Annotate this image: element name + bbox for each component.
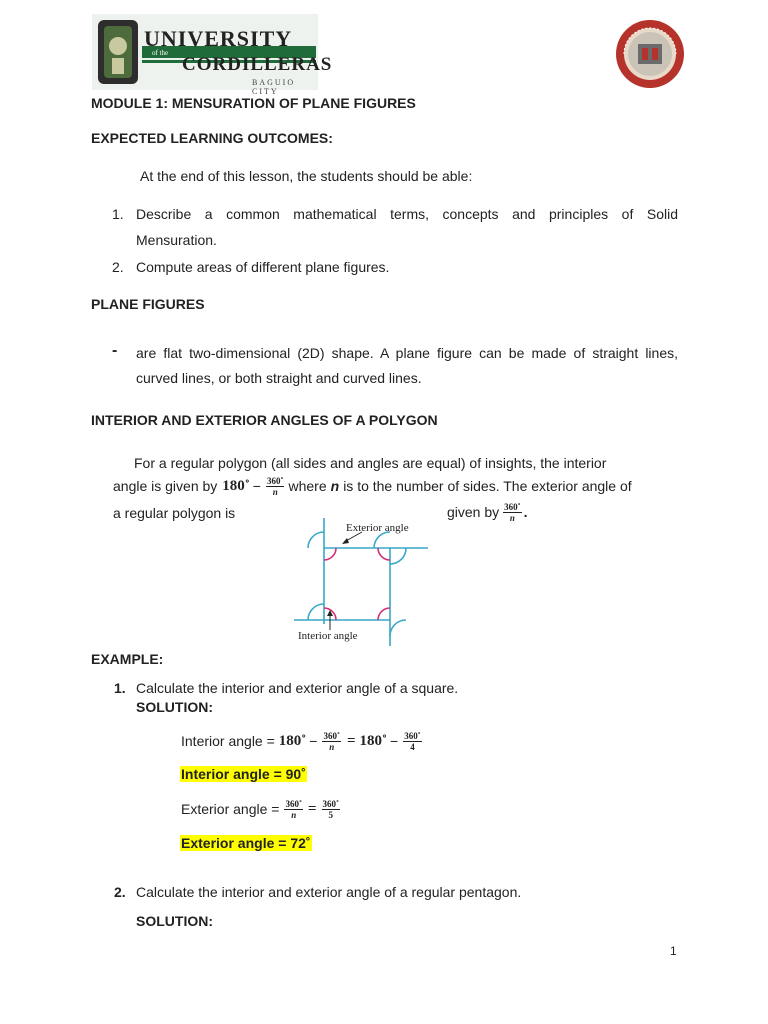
angles-line2-b: where [288,478,327,494]
logo-line1: UNIVERSITY [144,26,293,51]
exterior-angle-label: Exterior angle [346,522,409,534]
example-1-text: Calculate the interior and exterior angle of a square. [136,680,459,696]
interior-equation-frac1-num: 360˚ [323,730,340,741]
exterior-equation-equals: = [307,800,317,817]
exterior-equation-frac3 [284,799,303,820]
interior-equation-180a: 180˚ [278,732,307,749]
angles-line2-a: angle is given by [113,478,218,494]
formula-180: 180˚ [222,477,250,494]
example-2-solution: SOLUTION: [136,913,213,929]
exterior-formula-period: . [523,504,528,520]
example-2-num: 2. [114,884,126,900]
interior-equation-frac1 [322,731,341,752]
outcome-item-1-line2: Mensuration. [136,232,217,248]
interior-angle-label: Interior angle [298,630,358,642]
outcome-item-2-num: 2. [112,259,124,275]
college-seal-graphic [614,18,686,90]
interior-equation-minus-1: − [309,733,318,749]
angle-diagram [290,516,432,648]
interior-equation-frac2 [403,731,422,752]
example-1-solution: SOLUTION: [136,699,213,715]
logo-city: BAGUIO CITY [252,78,296,96]
logo-of-the: of the [152,49,169,57]
formula-minus: − [252,478,261,494]
logo-line2: CORDILLERAS [182,54,333,75]
university-logo [92,14,333,96]
plane-figures-line2: curved lines, or both straight and curved lines. [136,370,422,386]
example-2-text: Calculate the interior and exterior angle of a regular pentagon. [136,884,522,900]
formula-fraction [266,476,285,497]
interior-equation-180b: 180˚ [359,732,388,749]
example-1-num: 1. [114,680,126,696]
exterior-equation-frac3-num: 360˚ [285,798,302,809]
college-seal [614,18,686,90]
angles-line2-c: is to the number of sides. The exterior angle of [343,478,632,494]
angles-line2-n: n [330,478,340,494]
angles-heading: INTERIOR AND EXTERIOR ANGLES OF A POLYGON [91,412,438,428]
exterior-formula-den: n [509,512,515,523]
interior-equation-minus-2: − [390,733,399,749]
exterior-formula-num: 360˚ [504,501,521,512]
exterior-angle-equation [181,792,342,826]
plane-figures-bullet: - [112,342,118,359]
exterior-equation-frac4-den: 5 [328,809,334,820]
page-number: 1 [670,944,677,958]
exterior-equation-frac4-num: 360˚ [322,798,340,809]
interior-equation-frac1-den: n [329,741,335,752]
outcomes-intro: At the end of this lesson, the students should be able: [140,168,473,184]
angles-line3-b-text: given by [447,504,500,520]
outcome-item-1-num: 1. [112,206,124,222]
example-heading: EXAMPLE: [91,651,164,667]
outcomes-heading: EXPECTED LEARNING OUTCOMES: [91,130,333,146]
angle-diagram-graphic [290,516,432,648]
angles-line3-b [447,497,528,527]
angles-line1: For a regular polygon (all sides and angles are equal) of insights, the interior [134,455,607,471]
interior-equation-frac2-num: 360˚ [404,730,421,741]
interior-equation-frac2-den: 4 [410,741,415,752]
exterior-formula-fraction [503,502,522,523]
outcome-item-1-line1: Describe a common mathematical terms, concepts and principles of Solid [136,206,678,222]
outcome-item-2-text: Compute areas of different plane figures. [136,259,390,275]
interior-equation-equals: = [346,732,356,749]
interior-equation-prefix: Interior angle = [181,733,275,749]
interior-angle-result: Interior angle = 90˚ [181,766,306,782]
formula-fraction-num: 360˚ [266,475,284,486]
module-title: MODULE 1: MENSURATION OF PLANE FIGURES [91,95,416,111]
angles-line2 [113,472,632,500]
angles-line3-a: a regular polygon is [113,505,236,521]
plane-figures-line1: are flat two-dimensional (2D) shape. A plane figure can be made of straight lines, [136,345,678,361]
exterior-equation-prefix: Exterior angle = [181,801,280,817]
interior-angle-equation [181,724,424,758]
exterior-angle-result: Exterior angle = 72˚ [181,835,311,851]
exterior-equation-frac4 [322,799,341,820]
plane-figures-heading: PLANE FIGURES [91,296,205,312]
formula-fraction-den: n [272,486,278,497]
exterior-equation-frac3-den: n [291,809,297,820]
